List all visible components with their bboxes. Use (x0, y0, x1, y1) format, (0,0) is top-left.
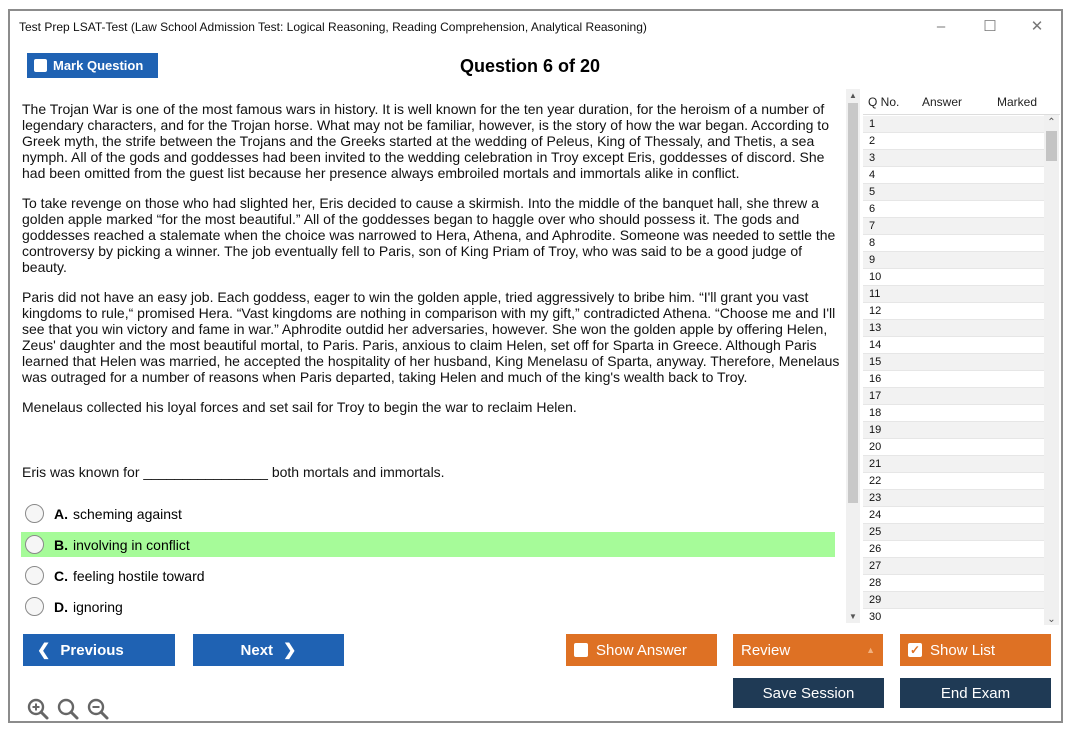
title-bar (10, 11, 1061, 43)
radio-button[interactable] (25, 566, 44, 585)
option-letter: A. (54, 505, 68, 522)
option-letter: C. (54, 567, 68, 584)
question-list-row[interactable]: 23 (863, 490, 1044, 507)
question-list-row[interactable]: 14 (863, 337, 1044, 354)
scroll-down-icon[interactable]: ▼ (849, 612, 857, 621)
zoom-reset-icon[interactable] (56, 697, 80, 721)
checkmark-icon[interactable]: ✓ (909, 643, 921, 657)
question-list-row[interactable]: 13 (863, 320, 1044, 337)
previous-button[interactable] (23, 634, 175, 666)
question-list-header (863, 89, 1060, 115)
question-list-row[interactable]: 29 (863, 592, 1044, 609)
option-letter: D. (54, 598, 68, 615)
question-list-row[interactable]: 7 (863, 218, 1044, 235)
chevron-right-icon: ❯ (283, 642, 297, 659)
question-list-row[interactable]: 24 (863, 507, 1044, 524)
question-list-row[interactable]: 16 (863, 371, 1044, 388)
question-list-panel (863, 89, 1060, 625)
question-list-row[interactable]: 27 (863, 558, 1044, 575)
review-dropdown[interactable] (733, 634, 883, 666)
answer-option-c[interactable] (21, 563, 835, 588)
question-list-row[interactable]: 19 (863, 422, 1044, 439)
chevron-up-icon[interactable]: ⌃ (1047, 117, 1056, 128)
option-letter: B. (54, 536, 68, 553)
next-button[interactable] (193, 634, 344, 666)
question-list-row[interactable]: 9 (863, 252, 1044, 269)
question-list-row[interactable]: 5 (863, 184, 1044, 201)
question-list-row[interactable]: 10 (863, 269, 1044, 286)
end-exam-button[interactable]: End Exam (900, 678, 1051, 708)
reading-passage (22, 101, 842, 429)
minimize-button[interactable]: – (936, 18, 946, 35)
next-label: Next (240, 641, 274, 659)
question-list-row[interactable]: 17 (863, 388, 1044, 405)
mark-question-label: Mark Question (53, 58, 144, 73)
question-list-row[interactable]: 20 (863, 439, 1044, 456)
radio-button[interactable] (25, 597, 44, 616)
passage-paragraph: The Trojan War is one of the most famous wars in history. It is well known for the ten year duration, for the heroism of a number of legendary characters, and for the Trojan horse. What may not be familiar, however, is the story of how the war began. According to Greek myth, the strife between the Trojans and the Greeks started at the wedding of Peleus, King of Thessaly, and Thetis, a sea nymph. All of the gods and goddesses had been invited to the wedding celebration in Troy except Eris, goddesses of discord. She had been omitted from the guest list because her presence always embroiled mortals and immortals alike in conflict. (22, 101, 829, 181)
option-text: feeling hostile toward (73, 567, 205, 584)
radio-button[interactable] (25, 504, 44, 523)
answer-option-d[interactable] (21, 594, 835, 619)
question-list-row[interactable]: 21 (863, 456, 1044, 473)
mark-question-button[interactable] (27, 53, 158, 78)
option-text: ignoring (73, 598, 123, 615)
question-list-row[interactable]: 8 (863, 235, 1044, 252)
column-answer: Answer (922, 95, 963, 109)
dropdown-arrow-icon: ▲ (866, 645, 875, 655)
scrollbar-thumb[interactable] (848, 103, 858, 503)
save-session-button[interactable]: Save Session (733, 678, 884, 708)
previous-label: Previous (60, 641, 124, 659)
scrollbar-thumb[interactable] (1046, 131, 1057, 161)
zoom-out-icon[interactable] (86, 697, 110, 721)
question-list-row[interactable]: 11 (863, 286, 1044, 303)
question-list-row[interactable]: 25 (863, 524, 1044, 541)
answer-option-a[interactable] (21, 501, 835, 526)
question-list-row[interactable]: 30 (863, 609, 1044, 625)
question-stem: Eris was known for ________________ both mortals and immortals. (22, 464, 445, 480)
maximize-button[interactable]: ☐ (983, 18, 997, 35)
chevron-down-icon[interactable]: ⌄ (1047, 614, 1056, 625)
question-list-row[interactable]: 1 (863, 116, 1044, 133)
question-list-row[interactable]: 22 (863, 473, 1044, 490)
question-list-row[interactable]: 12 (863, 303, 1044, 320)
option-text: involving in conflict (73, 536, 190, 553)
window-title: Test Prep LSAT-Test (Law School Admission Test: Logical Reasoning, Reading Comprehension, Analytical Reasoning) (19, 20, 647, 34)
question-list-row[interactable]: 15 (863, 354, 1044, 371)
question-list-row[interactable]: 3 (863, 150, 1044, 167)
show-list-label: Show List (930, 641, 996, 659)
close-button[interactable]: ✕ (1030, 18, 1044, 35)
column-qno: Q No. (868, 95, 900, 109)
question-list-row[interactable]: 6 (863, 201, 1044, 218)
passage-scrollbar[interactable] (846, 89, 860, 623)
question-list-row[interactable]: 28 (863, 575, 1044, 592)
column-marked: Marked (997, 95, 1038, 109)
app-window (8, 9, 1063, 723)
question-counter: Question 6 of 20 (459, 56, 601, 76)
list-scrollbar[interactable] (1044, 115, 1059, 625)
show-answer-label: Show Answer (596, 641, 687, 659)
answer-option-b[interactable] (21, 532, 835, 557)
passage-paragraph: Menelaus collected his loyal forces and set sail for Troy to begin the war to reclaim Helen. (22, 399, 577, 415)
chevron-left-icon: ❮ (37, 642, 51, 659)
question-list-row[interactable]: 2 (863, 133, 1044, 150)
scroll-up-icon[interactable]: ▲ (849, 91, 857, 100)
question-list-row[interactable]: 18 (863, 405, 1044, 422)
show-answer-button[interactable] (566, 634, 717, 666)
option-text: scheming against (73, 505, 182, 522)
review-label: Review (741, 641, 791, 659)
question-list-row[interactable]: 4 (863, 167, 1044, 184)
checkbox-icon[interactable] (574, 643, 588, 657)
passage-paragraph: To take revenge on those who had slighted her, Eris decided to cause a skirmish. Into the middle of the banquet hall, she threw a golden apple marked “for the most beautiful.” All of the goddesses began to haggle over who should possess it. The gods and goddesses reached a stalemate when the choice was narrowed to Hera, Athena, and Aphrodite. Someone was needed to settle the controversy by picking a winner. The job eventually fell to Paris, son of King Priam of Troy, who was said to be a good judge of beauty. (22, 195, 836, 275)
zoom-in-icon[interactable] (26, 697, 50, 721)
radio-button[interactable] (25, 535, 44, 554)
question-list-row[interactable]: 26 (863, 541, 1044, 558)
checkbox-icon (34, 59, 47, 72)
passage-paragraph: Paris did not have an easy job. Each goddess, eager to win the golden apple, tried aggressively to bribe him. “I'll grant you vast kingdoms to rule,“ promised Hera. “Vast kingdoms are nothing in comparison with my gift,” contradicted Athena. “Choose me and I'll see that you win victory and fame in war.” Aphrodite outdid her adversaries, however. She won the golden apple by offering Helen, Zeus' daughter and the most beautiful mortal, to Paris. Paris, anxious to claim Helen, set off for Sparta in Greece. Although Paris learned that Helen was married, he accepted the hospitality of her husband, King Menelasu of Sparta, anyway. Therefore, Menelaus was outraged for a number of reasons when Paris departed, taking Helen and much of the king's wealth back to Troy. (22, 289, 840, 385)
show-list-button[interactable] (900, 634, 1051, 666)
